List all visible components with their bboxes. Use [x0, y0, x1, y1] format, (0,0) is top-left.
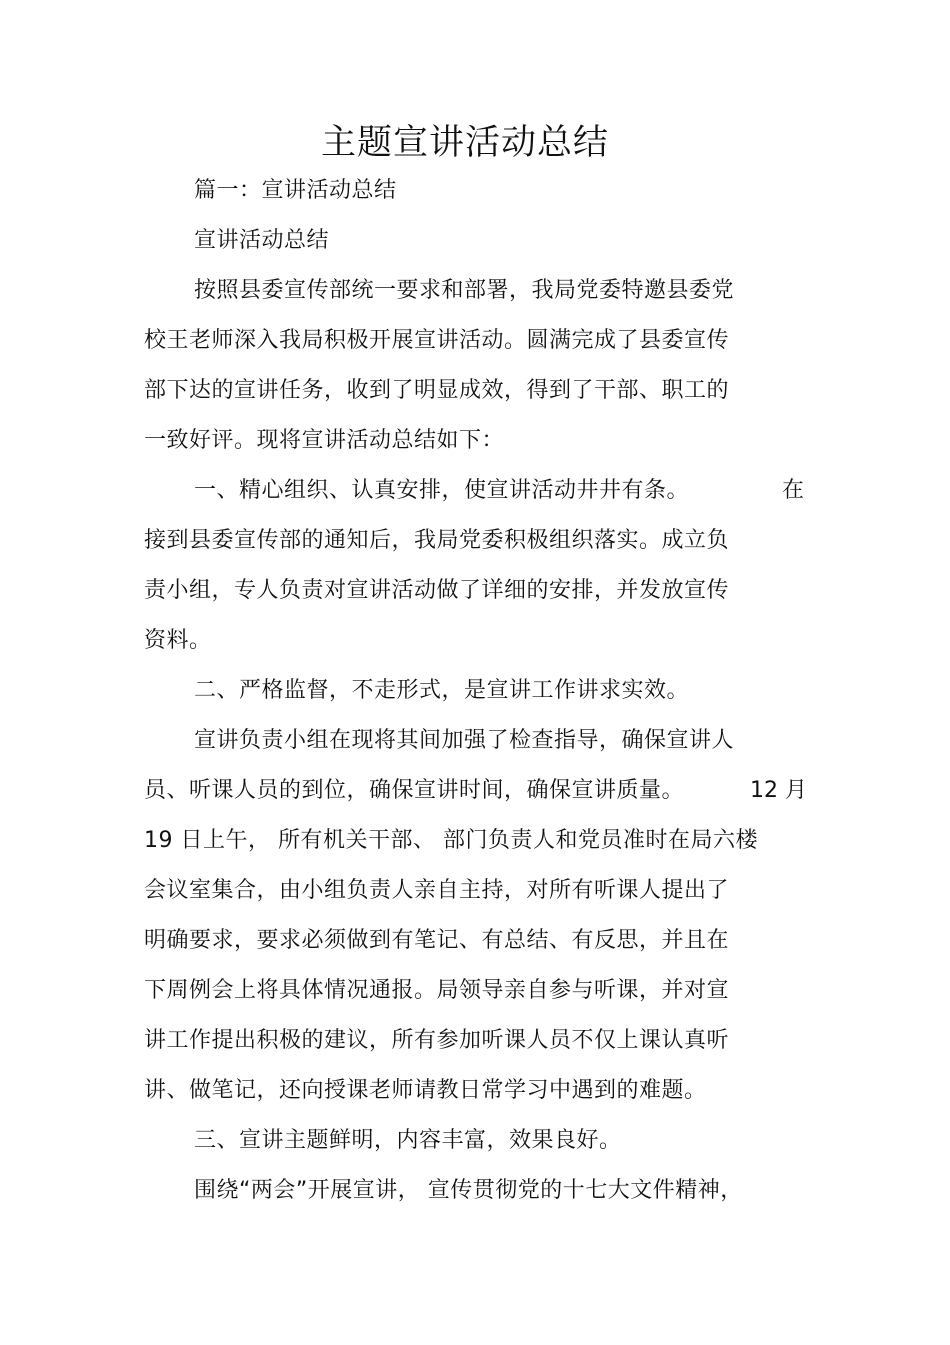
section-heading-part-1: 篇一：宣讲活动总结	[194, 178, 397, 203]
point-heading-1: 一、精心组织、认真安排，使宣讲活动井井有条。	[194, 478, 690, 503]
body-line: 讲工作提出积极的建议，所有参加听课人员不仅上课认真听	[144, 1028, 730, 1053]
body-line-fragment: 在	[782, 478, 805, 503]
body-line: 下周例会上将具体情况通报。局领导亲自参与听课，并对宣	[144, 978, 730, 1003]
body-line: 接到县委宣传部的通知后，我局党委积极组织落实。成立负	[144, 528, 730, 553]
body-line: 明确要求，要求必须做到有笔记、有总结、有反思，并且在	[144, 928, 730, 953]
body-line: 资料。	[144, 628, 212, 653]
document-title: 主题宣讲活动总结	[320, 123, 609, 163]
body-line: 19 日上午， 所有机关干部、 部门负责人和党员准时在局六楼	[144, 828, 758, 853]
body-line: 员、听课人员的到位，确保宣讲时间，确保宣讲质量。	[144, 778, 685, 803]
point-heading-3: 三、宣讲主题鲜明，内容丰富，效果良好。	[194, 1128, 622, 1153]
body-line: 会议室集合，由小组负责人亲自主持，对所有听课人提出了	[144, 878, 730, 903]
subheading: 宣讲活动总结	[194, 228, 330, 253]
body-line: 围绕“两会”开展宣讲， 宣传贯彻党的十七大文件精神，	[194, 1178, 743, 1203]
body-line: 按照县委宣传部统一要求和部署，我局党委特邀县委党	[194, 278, 735, 303]
body-line: 校王老师深入我局积极开展宣讲活动。圆满完成了县委宣传	[144, 328, 730, 353]
body-line: 宣讲负责小组在现将其间加强了检查指导，确保宣讲人	[194, 728, 735, 753]
body-line: 责小组，专人负责对宣讲活动做了详细的安排，并发放宣传	[144, 578, 730, 603]
body-line: 一致好评。现将宣讲活动总结如下：	[144, 428, 505, 453]
body-line: 讲、做笔记，还向授课老师请教日常学习中遇到的难题。	[144, 1078, 707, 1103]
body-line: 部下达的宣讲任务，收到了明显成效，得到了干部、职工的	[144, 378, 730, 403]
point-heading-2: 二、严格监督，不走形式，是宣讲工作讲求实效。	[194, 678, 690, 703]
body-line-fragment: 12 月	[750, 778, 807, 803]
